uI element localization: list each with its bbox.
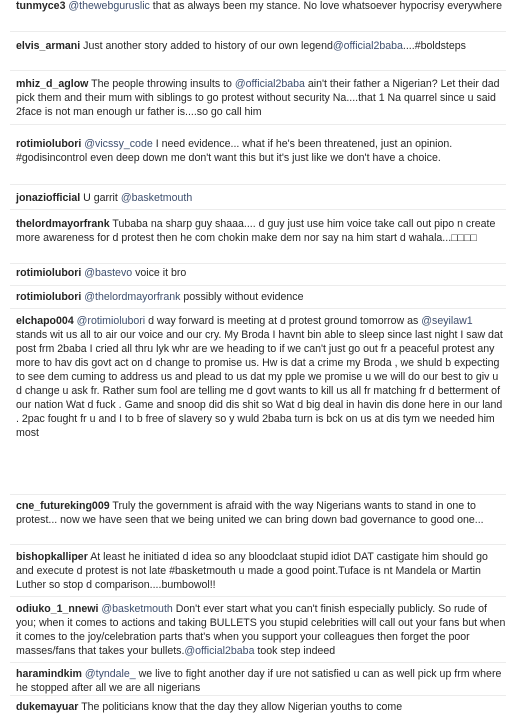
divider — [10, 184, 506, 185]
mention-link[interactable]: @vicssy_code — [84, 138, 153, 150]
comment-username[interactable]: haramindkim — [16, 668, 82, 680]
mention-link[interactable]: @rotimiolubori — [76, 315, 146, 327]
divider — [10, 263, 506, 264]
divider — [10, 494, 506, 495]
comment-text: we live to fight another day if ure not satisfied u can as well pick up frm where he stopped after all we are all nigerians — [16, 668, 502, 694]
comment-text: Don't ever start what you can't finish especially publicly. So rude of you; when it comes to actions and taking BULLETS you stupid celebrities will call out your fans but when it comes to the joy/celebration parts that's when you support your colleagues then forget the poor masses/fans that takes your bullets. — [16, 603, 506, 657]
comment-text: Tubaba na sharp guy shaaa.... d guy just use him voice take call out pipo n create more awareness for d protest then he com chokin make dem nor say na him start d wahala...□□□□ — [16, 218, 496, 244]
comment-text: At least he initiated d idea so any bloodclaat stupid idiot DAT castigate him should go and execute d protest is not late #basketmouth u made a good point.Tuface is nt Mandela or Martin Luther so stop d comparison....bumbowol!! — [16, 551, 488, 591]
mention-link[interactable]: @official2baba — [234, 78, 305, 90]
comment-text: Just another story added to history of our own legend — [83, 40, 333, 52]
comment-username[interactable]: elchapo004 — [16, 315, 74, 327]
divider — [10, 308, 506, 309]
comment-username[interactable]: dukemayuar — [16, 701, 79, 713]
comment — [16, 314, 506, 440]
comment-text: d way forward is meeting at d protest ground tomorrow as — [145, 315, 422, 327]
comment-username[interactable]: jonaziofficial — [16, 192, 81, 204]
comment-username[interactable]: rotimiolubori — [16, 267, 82, 279]
comment-username[interactable]: cne_futureking009 — [16, 500, 110, 512]
divider — [10, 662, 506, 663]
comment-text: ....#boldsteps — [402, 40, 466, 52]
divider — [10, 695, 506, 696]
comment-text: took step indeed — [254, 645, 336, 657]
comment-text: Truly the government is afraid with the way Nigerians wants to stand in one to protest... now we have seen that we being united we can bring down bad governance to good one... — [16, 500, 484, 526]
mention-link[interactable]: @basketmouth — [120, 192, 193, 204]
comment-username[interactable]: mhiz_d_aglow — [16, 78, 89, 90]
comment-username[interactable]: bishopkalliper — [16, 551, 88, 563]
comment — [16, 499, 506, 527]
divider — [10, 31, 506, 32]
mention-link[interactable]: @official2baba — [332, 40, 403, 52]
comment — [16, 191, 506, 205]
comment-text: possibly without evidence — [180, 291, 304, 303]
comment — [16, 290, 506, 304]
divider — [10, 544, 506, 545]
divider — [10, 285, 506, 286]
mention-link[interactable]: @tyndale_ — [84, 668, 136, 680]
comment-text: I need evidence... what if he's been threatened, just an opinion. #godisincontrol even deep down me don't want this but it's just like we don't have a choice. — [16, 138, 453, 164]
comment-text: U garrit — [83, 192, 121, 204]
comment-username[interactable]: rotimiolubori — [16, 138, 82, 150]
comment — [16, 700, 506, 714]
comment-username[interactable]: thelordmayorfrank — [16, 218, 110, 230]
comment-username[interactable]: rotimiolubori — [16, 291, 82, 303]
comment-username[interactable]: odiuko_1_nnewi — [16, 603, 99, 615]
comment-username[interactable]: elvis_armani — [16, 40, 81, 52]
comment — [16, 39, 506, 53]
mention-link[interactable]: @thelordmayorfrank — [84, 291, 181, 303]
divider — [10, 209, 506, 210]
comment-text: voice it bro — [132, 267, 187, 279]
comment — [16, 667, 506, 695]
comment — [16, 77, 506, 119]
comment-username[interactable]: tunmyce3 — [16, 0, 66, 12]
comment-text: that as always been my stance. No love whatsoever hypocrisy everywhere — [149, 0, 502, 12]
mention-link[interactable]: @official2baba — [184, 645, 255, 657]
mention-link[interactable]: @thewebguruslic — [68, 0, 150, 12]
comment — [16, 266, 506, 280]
comment — [16, 0, 506, 13]
mention-link[interactable]: @seyilaw1 — [421, 315, 473, 327]
comment-text: The politicians know that the day they allow Nigerian youths to come — [81, 701, 403, 713]
divider — [10, 124, 506, 125]
comment — [16, 602, 506, 658]
comment — [16, 550, 506, 592]
mention-link[interactable]: @bastevo — [84, 267, 133, 279]
mention-link[interactable]: @basketmouth — [101, 603, 173, 615]
comment — [16, 217, 506, 245]
comment — [16, 137, 506, 165]
comment-text: ain't their father a Nigerian? Let their dad pick them and their mum with siblings to go protest without security Na....that 1 Na quarrel since u said 2face is not man enough ur father is....so go call him — [16, 78, 500, 118]
divider — [10, 596, 506, 597]
comment-text: The people throwing insults to — [91, 78, 235, 90]
divider — [10, 70, 506, 71]
comment-text: stands wit us all to air our voice and our cry. My Broda I havnt bin able to sleep since last night I saw dat post frm 2baba I cried all thru lyk whr are we heading to if we can't just go out fr a peaceful protest any more to hav dis govt act on d change to promise us. Hw is dat a crime my Broda , we shuld b expecting to see dem cuming to address us and plead to us dat my pple we promise u we will do our best to giv u d change u ask fr. Rather sum fool are telling me d govt wants to kill us all fr matching fr d betterment of our nation Wat d fuck . Game and snoop did dis shit so Wat d big deal in havin dis done here in our land . 2pac fought fr u and I to b free of slavery so y wuld 2baba turn is bck on us at dis tym we needed him most — [16, 329, 503, 439]
